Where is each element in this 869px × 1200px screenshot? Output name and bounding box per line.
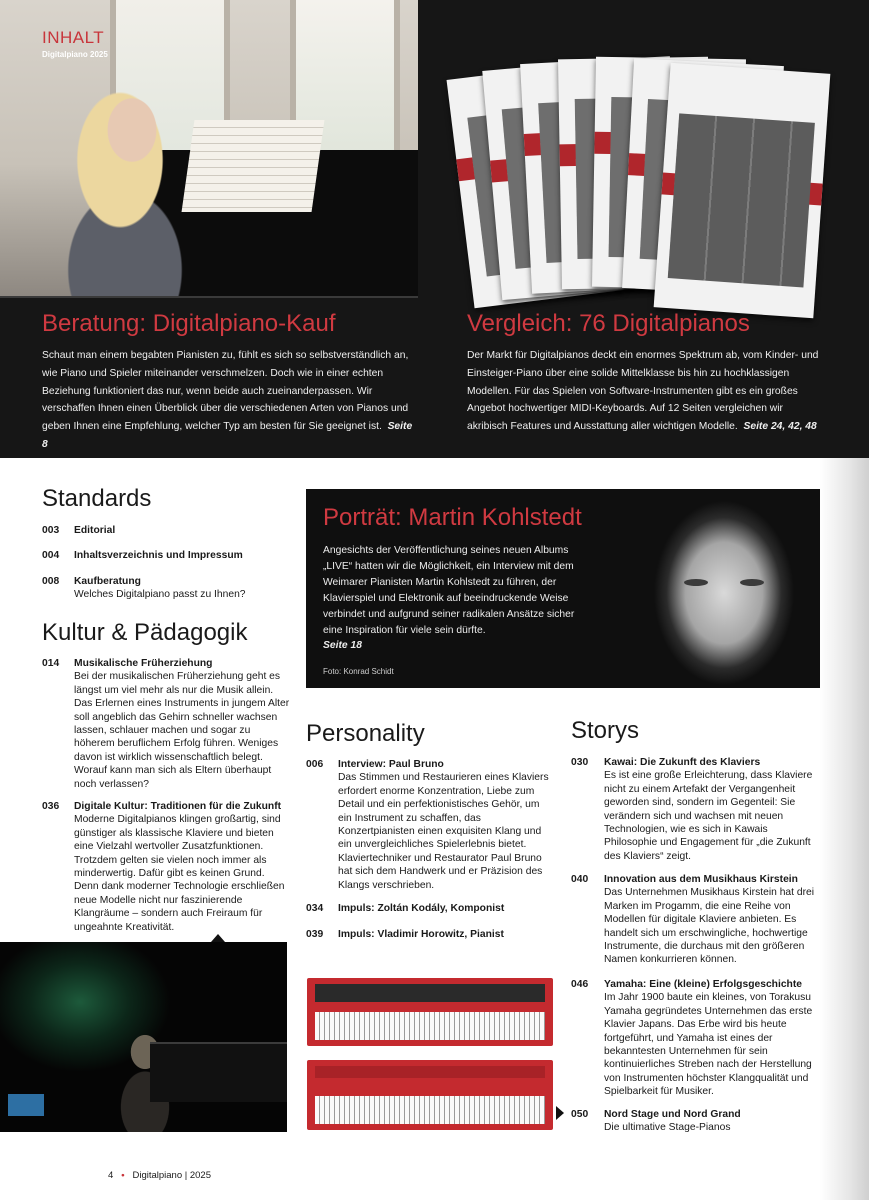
toc-entry[interactable]: 036 Digitale Kultur: Traditionen für die Zukunft Moderne Digitalpianos klingen großartig, sind günstiger als klassische Klaviere und bieten eine Vielzahl wertvoller Zusatzfunktionen. Trotzdem gelten sie vielen noch immer als minderwertig. Dafür gibt es keinen Grund. Denn dank moderner Technologie erschließen neue Modelle nicht nur faszinierende Klangräume – sondern auch Freiraum für ungeahnte Kreativität. (42, 801, 285, 933)
photo-comparison-pages (450, 50, 840, 300)
feature-right-page[interactable]: Seite 24, 42, 48 (743, 421, 817, 433)
toc-entry[interactable]: 003 Editorial (42, 525, 116, 536)
personality-heading: Personality (306, 720, 425, 747)
arrow-right-icon (556, 1106, 564, 1120)
portrait-title: Porträt: Martin Kohlstedt (323, 504, 582, 531)
page-number: 4 (108, 1170, 114, 1181)
arrow-up-icon (211, 934, 225, 942)
standards-heading: Standards (42, 485, 152, 512)
feature-left-title: Beratung: Digitalpiano-Kauf (42, 310, 336, 337)
feature-left-text: Schaut man einem begabten Pianisten zu, fühlt es sich so selbstverständlich an, wie Piano und Spieler miteinander verschmelzen. Doch wie in einer echten Beziehung funktioniert das nur, wenn beide auch zueinanderpassen. Wir verschaffen Ihnen einen Überblick über die verschiedenen Arten von Pianos und geben Ihnen eine Empfehlung, welcher Typ am besten für Sie geeignet ist. Seite 8 (42, 350, 413, 450)
toc-entry[interactable]: 008 Kaufberatung Welches Digitalpiano passt zu Ihnen? (42, 576, 246, 601)
magazine-issue: Digitalpiano 2025 (42, 50, 108, 59)
toc-entry[interactable]: 050 Nord Stage und Nord Grand Die ultimative Stage-Pianos (571, 1109, 741, 1134)
portrait-text: Angesichts der Veröffentlichung seines neuen Albums „LIVE“ hatten wir die Möglichkeit, ein Interview mit dem Weimarer Pianisten Martin Kohlstedt zu führen, der Klavierspiel und Elektronik auf beeindruckende Weise verbindet und aufgrund seiner radikalen Ansätze sicher eine Inspiration für viele sein dürfte. Seite 18 (323, 545, 575, 652)
storys-heading: Storys (571, 717, 640, 744)
toc-entry[interactable]: 039 Impuls: Vladimir Horowitz, Pianist (306, 929, 504, 940)
footer-magazine: Digitalpiano | 2025 (132, 1170, 211, 1181)
kultur-heading: Kultur & Pädagogik (42, 619, 248, 646)
toc-entry[interactable]: 034 Impuls: Zoltán Kodály, Komponist (306, 903, 505, 914)
portrait-page[interactable]: Seite 18 (323, 640, 362, 652)
toc-entry[interactable]: 030 Kawai: Die Zukunft des Klaviers Es ist eine große Erleichterung, dass Klaviere nicht zu einem Artefakt der Vergangenheit geworden sind, sondern im Gegenteil: Sie verändern sich und wachsen mit neuen Technologien, wie es sich in Kawais Philosophie und Engagement für „die Zukunft des Klaviers“ zeigt. (571, 757, 813, 862)
toc-entry[interactable]: 006 Interview: Paul Bruno Das Stimmen und Restaurieren eines Klaviers erfordert enorme Konzentration, Liebe zum Detail und ein perfektionistisches Gehör, um ein Instrument zu schaffen, das Konzertpianisten einen exquisiten Klang und ein unvergleichliches Spielerlebnis bietet. Klaviertechniker und Restaurator Paul Bruno hat sich dem Handwerk und er Präzision des Klangs verschrieben. (306, 759, 549, 891)
photo-nord-stage-keyboard (307, 978, 553, 1046)
feature-right-text: Der Markt für Digitalpianos deckt ein enormes Spektrum ab, vom Kinder- und Einsteiger-Piano über eine solide Mittelklasse bis hin zu hochklassigen Modellen. Für das Spielen von Software-Instrumenten gibt es ein großes Angebot hochwertiger MIDI-Keyboards. Auf 12 Seiten vergleichen wir akribisch Features und Ausstattung aller wichtigen Modelle. Seite 24, 42, 48 (467, 350, 819, 433)
photo-nord-grand-keyboard (307, 1060, 553, 1130)
feature-right-title: Vergleich: 76 Digitalpianos (467, 310, 750, 337)
footer-separator: • (121, 1170, 125, 1181)
photo-credit: Foto: Konrad Schidt (323, 667, 394, 676)
feature-left-page[interactable]: Seite 8 (42, 421, 413, 450)
section-label: INHALT (42, 28, 105, 47)
toc-entry[interactable]: 014 Musikalische Früherziehung Bei der musikalischen Früherziehung geht es längst um viel mehr als nur die Musik allein. Das Erlernen eines Instruments in jungem Alter soll angeblich das Gehirn schneller wachsen lassen, schlauer machen und sogar zu höherem beruflichem Erfolg führen. Weniges davon ist wirklich wissenschaftlich belegt. Worauf kann man sich als Eltern überhaupt noch verlassen? (42, 658, 290, 790)
page-gutter-shadow (820, 458, 869, 1200)
photo-martin-kohlstedt (616, 489, 820, 688)
toc-entry[interactable]: 040 Innovation aus dem Musikhaus Kirstein Das Unternehmen Musikhaus Kirstein hat drei Marken im Progamm, die eine Reihe von Modellen für digitale Klaviere anbieten. Es handelt sich um erschwingliche, hochwertige Instrumente, die durchaus mit den größeren Namen konkurrieren können. (571, 874, 815, 966)
photo-concert-pianist (0, 942, 287, 1132)
page-footer (108, 1170, 211, 1181)
portrait-feature-box (306, 489, 820, 688)
toc-entry[interactable]: 004 Inhaltsverzeichnis und Impressum (42, 550, 243, 561)
toc-entry[interactable]: 046 Yamaha: Eine (kleine) Erfolgsgeschichte Im Jahr 1900 baute ein kleines, von Torakusu Yamaha gegründetes Unternehmen das erste Klavier Japans. Das Erbe wird bis heute fortgeführt, und Yamaha ist eines der bekanntesten Unternehmen für sein kontinuierliches Streben nach der Herstellung von Instrumenten höchster Klangqualität und Spielbarkeit für Musiker. (571, 979, 813, 1098)
top-feature-band (0, 0, 869, 458)
